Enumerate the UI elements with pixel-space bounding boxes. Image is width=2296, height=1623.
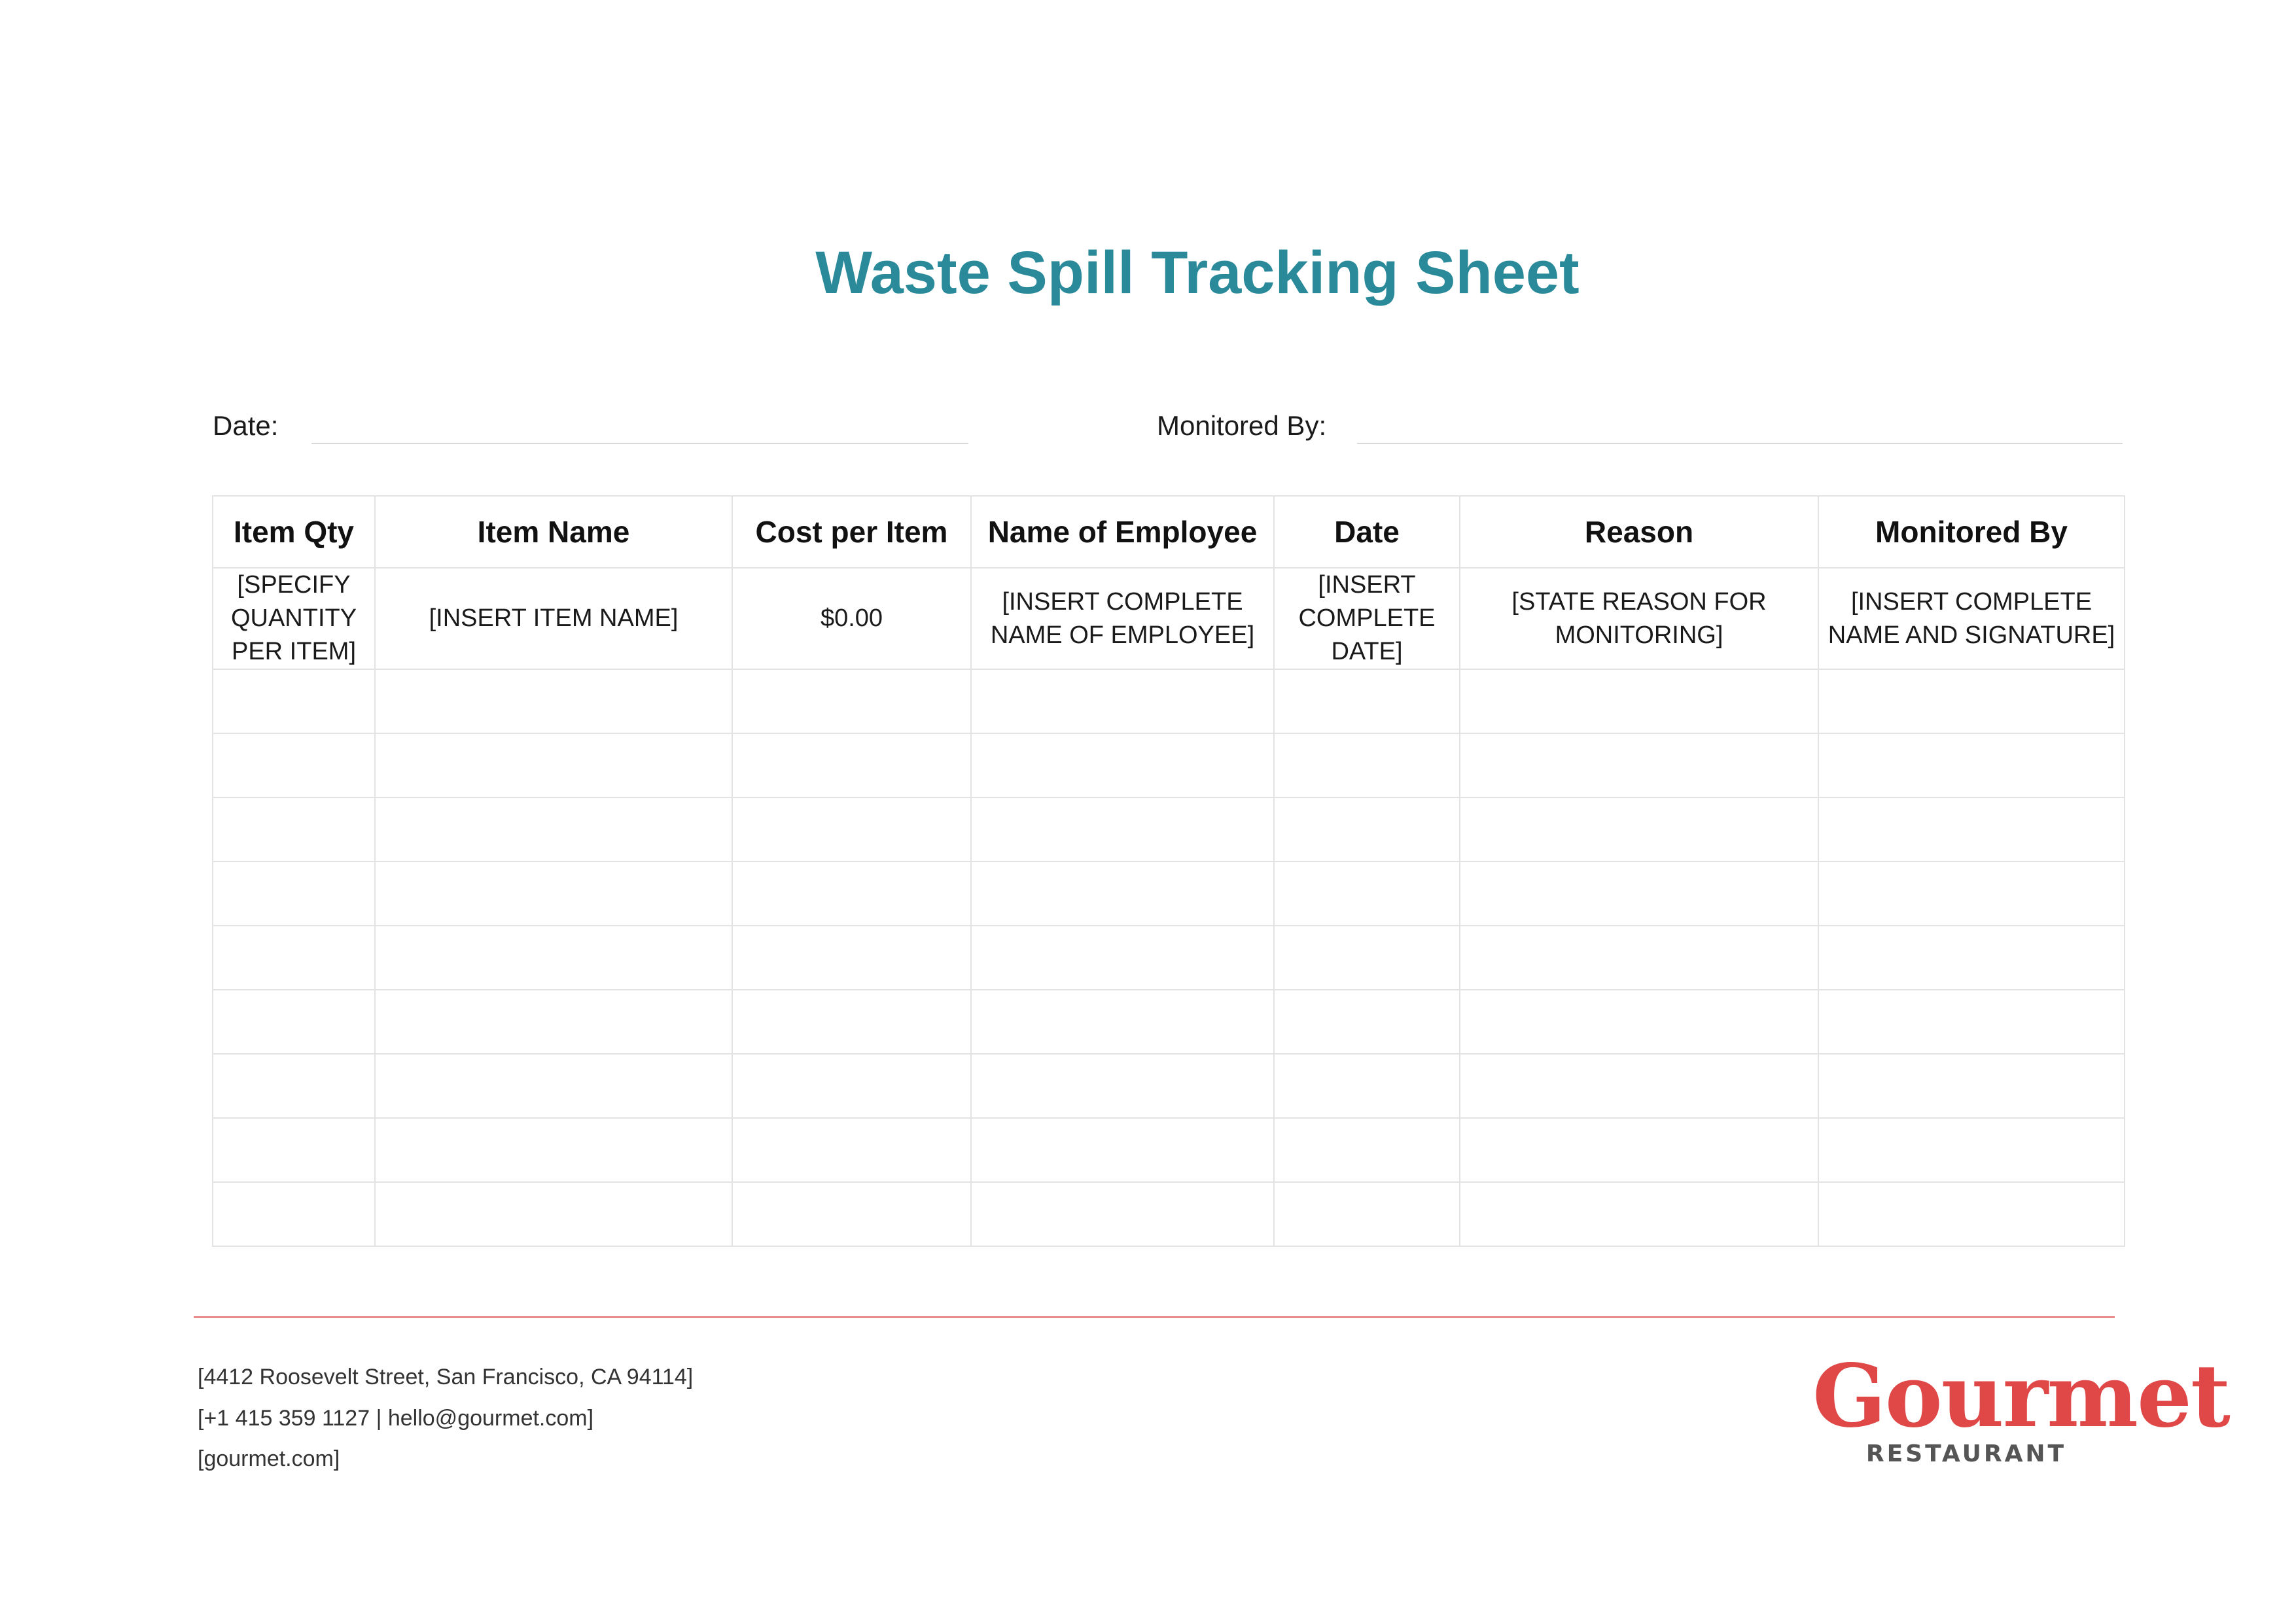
table-cell-item-name[interactable] bbox=[375, 862, 732, 926]
table-cell-cost-per-item[interactable]: $0.00 bbox=[732, 568, 971, 669]
table-cell-item-name[interactable] bbox=[375, 990, 732, 1054]
table-cell-name-of-employee[interactable] bbox=[971, 1182, 1274, 1246]
table-cell-reason[interactable] bbox=[1460, 733, 1818, 797]
table-cell-cost-per-item[interactable] bbox=[732, 1054, 971, 1118]
header-reason: Reason bbox=[1460, 496, 1818, 568]
table-cell-name-of-employee[interactable] bbox=[971, 926, 1274, 990]
table-cell-monitored-by[interactable] bbox=[1818, 733, 2125, 797]
header-monitored-by: Monitored By bbox=[1818, 496, 2125, 568]
table-cell-name-of-employee[interactable] bbox=[971, 797, 1274, 862]
table-row bbox=[213, 669, 2125, 733]
page-title: Waste Spill Tracking Sheet bbox=[815, 239, 1580, 306]
table-cell-item-name[interactable] bbox=[375, 797, 732, 862]
table-cell-item-qty[interactable] bbox=[213, 797, 375, 862]
header-item-name: Item Name bbox=[375, 496, 732, 568]
table-cell-name-of-employee[interactable] bbox=[971, 669, 1274, 733]
header-name-of-employee: Name of Employee bbox=[971, 496, 1274, 568]
table-cell-cost-per-item[interactable] bbox=[732, 1118, 971, 1182]
table-row bbox=[213, 797, 2125, 862]
table-cell-reason[interactable] bbox=[1460, 1118, 1818, 1182]
table-cell-monitored-by[interactable] bbox=[1818, 862, 2125, 926]
table-cell-reason[interactable] bbox=[1460, 926, 1818, 990]
table-row bbox=[213, 1182, 2125, 1246]
table-cell-date[interactable] bbox=[1274, 862, 1460, 926]
table-cell-reason[interactable] bbox=[1460, 990, 1818, 1054]
date-field-line[interactable] bbox=[311, 443, 968, 444]
table-cell-cost-per-item[interactable] bbox=[732, 669, 971, 733]
table-cell-date[interactable] bbox=[1274, 1182, 1460, 1246]
footer-divider bbox=[194, 1316, 2115, 1318]
table-cell-reason[interactable] bbox=[1460, 862, 1818, 926]
table-cell-date[interactable] bbox=[1274, 1054, 1460, 1118]
table-cell-reason[interactable] bbox=[1460, 1182, 1818, 1246]
table-cell-item-name[interactable] bbox=[375, 1118, 732, 1182]
table-cell-monitored-by[interactable] bbox=[1818, 797, 2125, 862]
gourmet-logo bbox=[1812, 1346, 2229, 1467]
table-cell-name-of-employee[interactable] bbox=[971, 733, 1274, 797]
table-cell-item-qty[interactable] bbox=[213, 926, 375, 990]
table-cell-monitored-by[interactable] bbox=[1818, 669, 2125, 733]
table-cell-reason[interactable]: [STATE REASON FOR MONITORING] bbox=[1460, 568, 1818, 669]
table-cell-cost-per-item[interactable] bbox=[732, 990, 971, 1054]
table-cell-item-qty[interactable] bbox=[213, 1118, 375, 1182]
table-cell-monitored-by[interactable] bbox=[1818, 1182, 2125, 1246]
table-cell-name-of-employee[interactable] bbox=[971, 862, 1274, 926]
table-cell-date[interactable] bbox=[1274, 733, 1460, 797]
table-cell-date[interactable]: [INSERT COMPLETE DATE] bbox=[1274, 568, 1460, 669]
table-row bbox=[213, 733, 2125, 797]
footer-address: [4412 Roosevelt Street, San Francisco, CA 94114] bbox=[198, 1365, 694, 1389]
table-cell-item-name[interactable] bbox=[375, 926, 732, 990]
table-cell-monitored-by[interactable] bbox=[1818, 926, 2125, 990]
table-cell-reason[interactable] bbox=[1460, 669, 1818, 733]
tracking-table bbox=[212, 495, 2125, 1247]
table-cell-monitored-by[interactable]: [INSERT COMPLETE NAME AND SIGNATURE] bbox=[1818, 568, 2125, 669]
monitored-by-field-line[interactable] bbox=[1357, 443, 2123, 444]
table-cell-name-of-employee[interactable] bbox=[971, 1054, 1274, 1118]
table-cell-date[interactable] bbox=[1274, 990, 1460, 1054]
table-cell-monitored-by[interactable] bbox=[1818, 1054, 2125, 1118]
table-cell-cost-per-item[interactable] bbox=[732, 926, 971, 990]
table-cell-item-qty[interactable] bbox=[213, 1054, 375, 1118]
table-row bbox=[213, 862, 2125, 926]
table-cell-item-qty[interactable]: [SPECIFY QUANTITY PER ITEM] bbox=[213, 568, 375, 669]
logo-wordmark: Gourmet bbox=[1812, 1346, 2229, 1447]
table-row bbox=[213, 568, 2125, 669]
table-cell-item-qty[interactable] bbox=[213, 990, 375, 1054]
footer-contact: [+1 415 359 1127 | hello@gourmet.com] bbox=[198, 1406, 594, 1431]
table-cell-name-of-employee[interactable]: [INSERT COMPLETE NAME OF EMPLOYEE] bbox=[971, 568, 1274, 669]
table-cell-date[interactable] bbox=[1274, 1118, 1460, 1182]
table-header-row bbox=[213, 496, 2125, 568]
table-cell-item-qty[interactable] bbox=[213, 733, 375, 797]
table-cell-name-of-employee[interactable] bbox=[971, 1118, 1274, 1182]
table-cell-date[interactable] bbox=[1274, 797, 1460, 862]
table-cell-item-qty[interactable] bbox=[213, 1182, 375, 1246]
table-cell-item-qty[interactable] bbox=[213, 862, 375, 926]
table-cell-cost-per-item[interactable] bbox=[732, 797, 971, 862]
table-cell-item-name[interactable] bbox=[375, 669, 732, 733]
table-cell-item-name[interactable] bbox=[375, 1054, 732, 1118]
table-row bbox=[213, 1118, 2125, 1182]
table-cell-reason[interactable] bbox=[1460, 797, 1818, 862]
table-cell-date[interactable] bbox=[1274, 669, 1460, 733]
table-row bbox=[213, 990, 2125, 1054]
table-cell-item-name[interactable] bbox=[375, 733, 732, 797]
table-row bbox=[213, 926, 2125, 990]
table-row bbox=[213, 1054, 2125, 1118]
table-cell-date[interactable] bbox=[1274, 926, 1460, 990]
header-date: Date bbox=[1274, 496, 1460, 568]
table-cell-reason[interactable] bbox=[1460, 1054, 1818, 1118]
footer-website: [gourmet.com] bbox=[198, 1446, 340, 1471]
table-cell-cost-per-item[interactable] bbox=[732, 733, 971, 797]
table-cell-item-qty[interactable] bbox=[213, 669, 375, 733]
header-item-qty: Item Qty bbox=[213, 496, 375, 568]
table-cell-monitored-by[interactable] bbox=[1818, 990, 2125, 1054]
logo-subtitle: RESTAURANT bbox=[1865, 1440, 2067, 1467]
table-cell-item-name[interactable]: [INSERT ITEM NAME] bbox=[375, 568, 732, 669]
date-field-label: Date: bbox=[213, 410, 279, 441]
table-cell-cost-per-item[interactable] bbox=[732, 1182, 971, 1246]
monitored-by-field-label: Monitored By: bbox=[1157, 410, 1327, 441]
table-cell-item-name[interactable] bbox=[375, 1182, 732, 1246]
table-cell-monitored-by[interactable] bbox=[1818, 1118, 2125, 1182]
header-cost-per-item: Cost per Item bbox=[732, 496, 971, 568]
table-cell-cost-per-item[interactable] bbox=[732, 862, 971, 926]
table-cell-name-of-employee[interactable] bbox=[971, 990, 1274, 1054]
